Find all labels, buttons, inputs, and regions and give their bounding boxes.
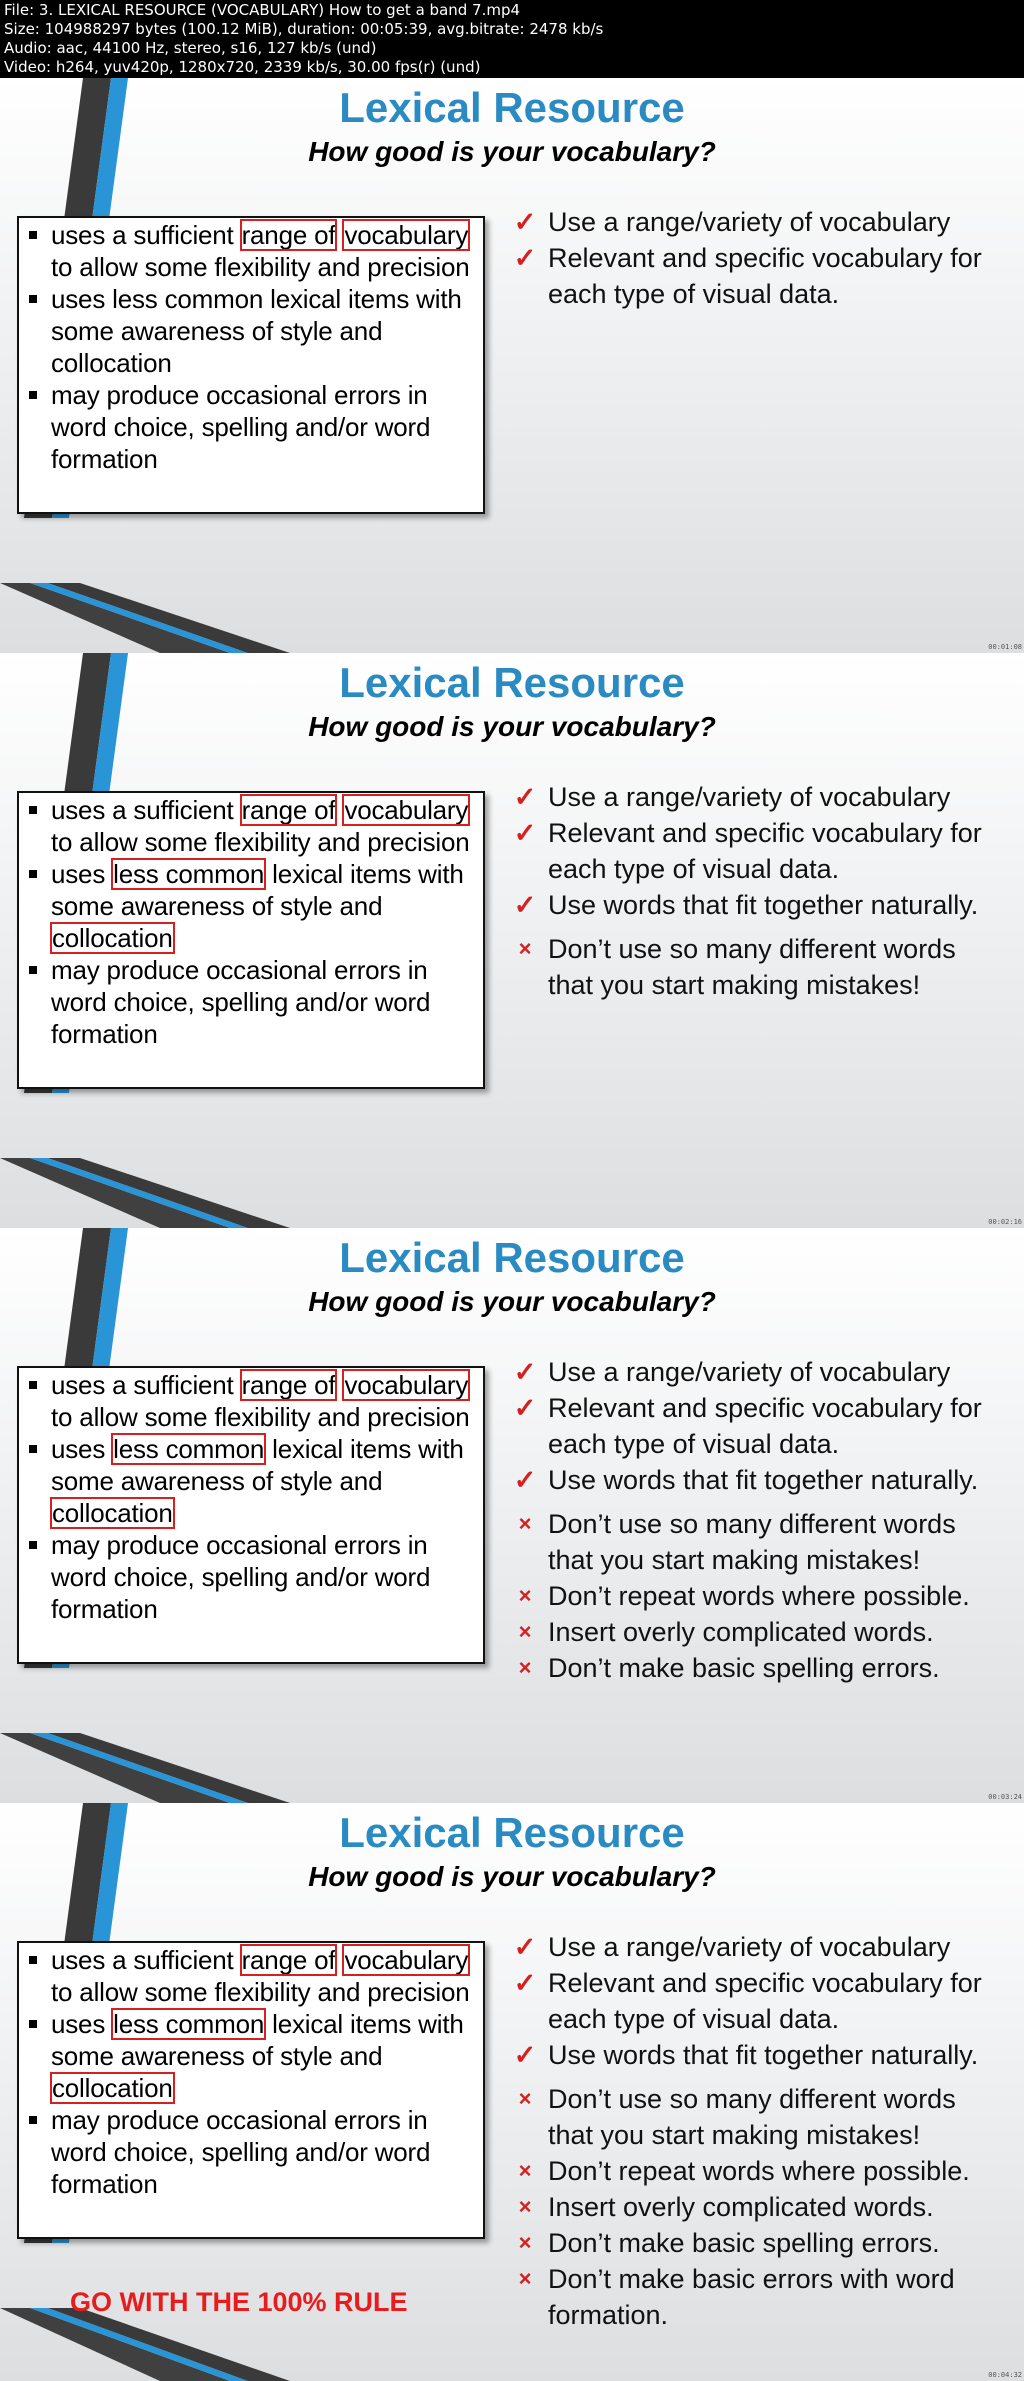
tip-do: ✓ Relevant and specific vocabulary for each type of visual data. bbox=[508, 240, 1008, 312]
cross-icon: × bbox=[518, 1655, 532, 1680]
tip-do: ✓ Use words that fit together naturally. bbox=[508, 2037, 1008, 2073]
tips-list bbox=[508, 204, 1008, 312]
slide-subtitle: How good is your vocabulary? bbox=[308, 136, 716, 167]
tip-do: ✓ Use a range/variety of vocabulary bbox=[508, 779, 1008, 815]
cross-icon: × bbox=[518, 936, 532, 961]
check-icon: ✓ bbox=[513, 782, 537, 812]
timestamp: 00:01:08 bbox=[988, 643, 1022, 651]
criterion-range: uses a sufficient range of vocabulary to allow some flexibility and precision bbox=[27, 1944, 483, 2008]
file-size-line: Size: 104988297 bytes (100.12 MiB), duration: 00:05:39, avg.bitrate: 2478 kb/s bbox=[4, 20, 604, 38]
criterion-errors: may produce occasional errors in word choice, spelling and/or word formation bbox=[27, 2104, 483, 2200]
check-icon: ✓ bbox=[513, 2040, 537, 2070]
video-info-line: Video: h264, yuv420p, 1280x720, 2339 kb/s, 30.00 fps(r) (und) bbox=[4, 58, 481, 76]
tip-dont: × Don’t repeat words where possible. bbox=[508, 1578, 1008, 1614]
tips-list bbox=[508, 1929, 1008, 2333]
video-frame-2 bbox=[0, 653, 1024, 1228]
cross-icon: × bbox=[518, 1619, 532, 1644]
slide-title: Lexical Resource bbox=[339, 1809, 685, 1856]
check-icon: ✓ bbox=[513, 890, 537, 920]
tip-do: ✓ Use words that fit together naturally. bbox=[508, 887, 1008, 923]
tip-dont: × Don’t use so many different words that you start making mistakes! bbox=[508, 2081, 1008, 2153]
criterion-less-common: uses less common lexical items with some awareness of style and collocation bbox=[27, 283, 483, 379]
tip-dont: × Don’t use so many different words that you start making mistakes! bbox=[508, 1506, 1008, 1578]
timestamp: 00:03:24 bbox=[988, 1793, 1022, 1801]
tip-do: ✓ Use words that fit together naturally. bbox=[508, 1462, 1008, 1498]
criterion-errors: may produce occasional errors in word choice, spelling and/or word formation bbox=[27, 954, 483, 1050]
tip-do: ✓ Relevant and specific vocabulary for each type of visual data. bbox=[508, 815, 1008, 887]
cross-icon: × bbox=[518, 2230, 532, 2255]
check-icon: ✓ bbox=[513, 1465, 537, 1495]
tip-do: ✓ Relevant and specific vocabulary for each type of visual data. bbox=[508, 1965, 1008, 2037]
criterion-less-common: uses less common lexical items with some awareness of style and collocation bbox=[27, 1433, 483, 1529]
file-info-header bbox=[0, 0, 1024, 78]
criterion-less-common: uses less common lexical items with some awareness of style and collocation bbox=[27, 2008, 483, 2104]
tip-dont: × Don’t make basic errors with word formation. bbox=[508, 2261, 1008, 2333]
criterion-range: uses a sufficient range of vocabulary to allow some flexibility and precision bbox=[27, 1369, 483, 1433]
tip-do: ✓ Use a range/variety of vocabulary bbox=[508, 204, 1008, 240]
criterion-errors: may produce occasional errors in word choice, spelling and/or word formation bbox=[27, 1529, 483, 1625]
file-name-line: File: 3. LEXICAL RESOURCE (VOCABULARY) How to get a band 7.mp4 bbox=[4, 1, 521, 19]
band-descriptor-box bbox=[17, 791, 485, 1089]
video-frame-4 bbox=[0, 1803, 1024, 2381]
slide-subtitle: How good is your vocabulary? bbox=[308, 711, 716, 742]
criterion-range: uses a sufficient range of vocabulary to allow some flexibility and precision bbox=[27, 794, 483, 858]
check-icon: ✓ bbox=[513, 1968, 537, 1998]
criterion-less-common: uses less common lexical items with some awareness of style and collocation bbox=[27, 858, 483, 954]
slide-title: Lexical Resource bbox=[339, 659, 685, 706]
cross-icon: × bbox=[518, 1583, 532, 1608]
band-descriptor-box bbox=[17, 1366, 485, 1664]
cross-icon: × bbox=[518, 2194, 532, 2219]
tip-dont: × Insert overly complicated words. bbox=[508, 1614, 1008, 1650]
tips-list bbox=[508, 779, 1008, 1003]
criterion-range: uses a sufficient range of vocabulary to allow some flexibility and precision bbox=[27, 219, 483, 283]
tip-do: ✓ Use a range/variety of vocabulary bbox=[508, 1354, 1008, 1390]
tip-dont: × Don’t make basic spelling errors. bbox=[508, 2225, 1008, 2261]
tip-do: ✓ Relevant and specific vocabulary for each type of visual data. bbox=[508, 1390, 1008, 1462]
cross-icon: × bbox=[518, 2266, 532, 2291]
cross-icon: × bbox=[518, 1511, 532, 1536]
slide-title: Lexical Resource bbox=[339, 1234, 685, 1281]
tips-list bbox=[508, 1354, 1008, 1686]
check-icon: ✓ bbox=[513, 207, 537, 237]
tip-do: ✓ Use a range/variety of vocabulary bbox=[508, 1929, 1008, 1965]
band-descriptor-box bbox=[17, 216, 485, 514]
tip-dont: × Insert overly complicated words. bbox=[508, 2189, 1008, 2225]
hundred-percent-rule: GO WITH THE 100% RULE bbox=[70, 2287, 408, 2317]
tip-dont: × Don’t repeat words where possible. bbox=[508, 2153, 1008, 2189]
slide-subtitle: How good is your vocabulary? bbox=[308, 1286, 716, 1317]
band-descriptor-box bbox=[17, 1941, 485, 2239]
check-icon: ✓ bbox=[513, 243, 537, 273]
video-frame-3 bbox=[0, 1228, 1024, 1803]
check-icon: ✓ bbox=[513, 1932, 537, 1962]
timestamp: 00:04:32 bbox=[988, 2371, 1022, 2379]
cross-icon: × bbox=[518, 2158, 532, 2183]
cross-icon: × bbox=[518, 2086, 532, 2111]
check-icon: ✓ bbox=[513, 1357, 537, 1387]
tip-dont: × Don’t use so many different words that you start making mistakes! bbox=[508, 931, 1008, 1003]
timestamp: 00:02:16 bbox=[988, 1218, 1022, 1226]
check-icon: ✓ bbox=[513, 818, 537, 848]
slide-subtitle: How good is your vocabulary? bbox=[308, 1861, 716, 1892]
video-frame-1 bbox=[0, 78, 1024, 653]
criterion-errors: may produce occasional errors in word choice, spelling and/or word formation bbox=[27, 379, 483, 475]
slide-title: Lexical Resource bbox=[339, 84, 685, 131]
check-icon: ✓ bbox=[513, 1393, 537, 1423]
tip-dont: × Don’t make basic spelling errors. bbox=[508, 1650, 1008, 1686]
audio-info-line: Audio: aac, 44100 Hz, stereo, s16, 127 kb/s (und) bbox=[4, 39, 377, 57]
